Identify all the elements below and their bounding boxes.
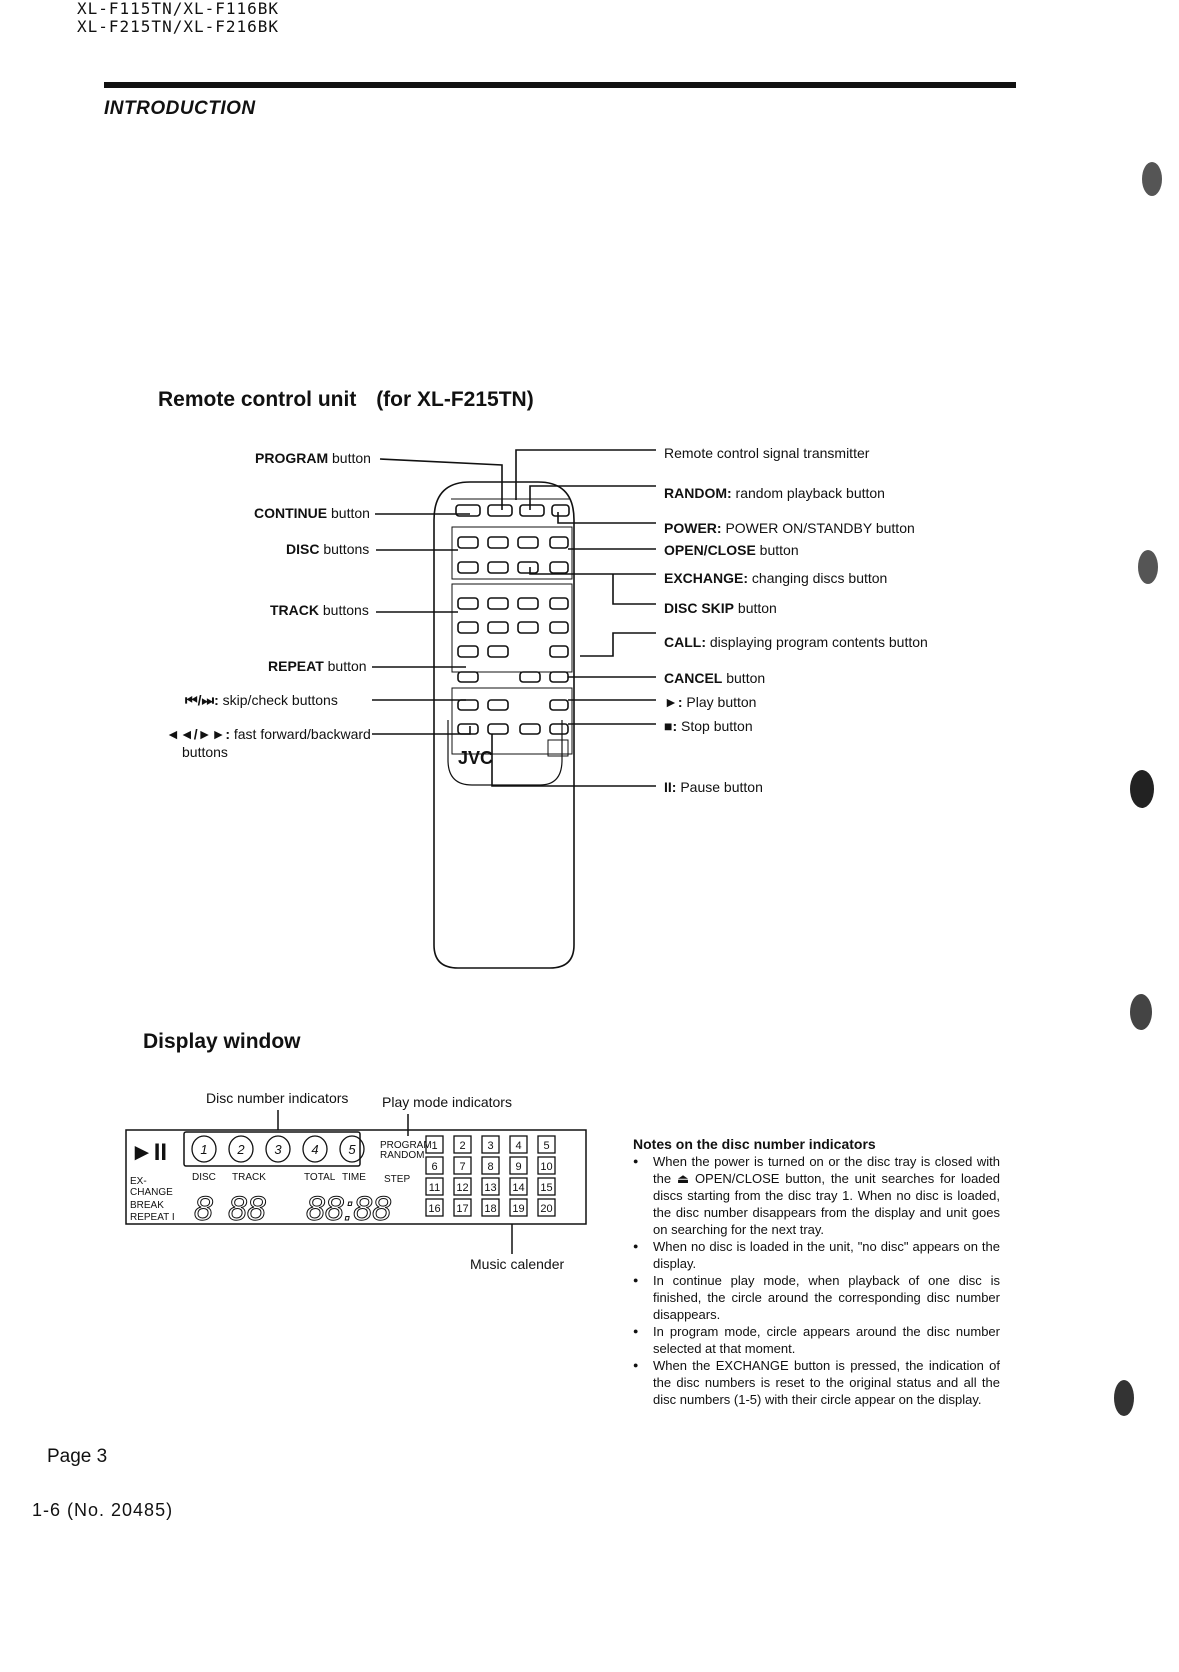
calendar-number: 18 [484,1203,497,1215]
calendar-number: 12 [456,1182,469,1194]
callout-disc-numbers: Disc number indicators [206,1090,349,1106]
label-skip-check: ⏮/⏭: skip/check buttons [185,692,338,708]
calendar-number: 13 [484,1182,497,1194]
binder-hole-mark [1130,994,1152,1030]
label-transmitter: Remote control signal transmitter [664,445,870,461]
label-random: RANDOM: random playback button [664,485,885,501]
calendar-number: 2 [459,1140,466,1152]
display-window-panel [120,1100,600,1260]
binder-hole-mark [1138,550,1158,584]
calendar-number: 9 [515,1161,522,1173]
label-repeat: REPEAT button [268,658,367,674]
disc-number-label: 2 [237,1142,245,1157]
disc-number-label: 1 [200,1142,208,1157]
note-item: ● When the power is turned on or the disc tray is closed with the ⏏ OPEN/CLOSE button, the unit searches for loaded discs starting from the disc tray 1. When no disc is loaded, the disc number disappears from the display and unit goes on searching for the next tray. [633,1153,1000,1238]
label-play: ►: Play button [664,694,757,710]
remote-body [434,482,574,968]
calendar-number: 6 [431,1161,438,1173]
calendar-number: 20 [540,1203,553,1215]
remote-title-model: (for XL-F215TN) [376,388,534,411]
page-number: Page 3 [47,1446,108,1467]
label-continue: CONTINUE button [254,505,370,521]
digits-disc: 8 [194,1190,213,1228]
label-disc-skip: DISC SKIP button [664,600,777,616]
calendar-number: 4 [515,1140,522,1152]
binder-hole-mark [1130,770,1154,808]
calendar-number: 17 [456,1203,469,1215]
calendar-number: 1 [431,1140,438,1152]
label-open-close: OPEN/CLOSE button [664,542,799,558]
label-exchange: EXCHANGE: changing discs button [664,570,888,586]
note-item: ● In continue play mode, when playback of one disc is finished, the circle around the corresponding disc number disappears. [633,1272,1000,1323]
side-label-change: CHANGE [130,1187,173,1198]
calendar-number: 5 [543,1140,550,1152]
calendar-number: 10 [540,1161,553,1173]
field-disc: DISC [192,1172,216,1183]
mode-random: RANDOM [380,1150,425,1161]
field-time: TIME [342,1172,366,1183]
label-fast-forward-line2: buttons [182,744,228,760]
digits-track: 88 [228,1190,266,1228]
calendar-number: 11 [428,1182,441,1194]
notes-title: Notes on the disc number indicators [633,1136,876,1152]
field-total: TOTAL [304,1172,336,1183]
calendar-number: 14 [512,1182,525,1194]
section-title: INTRODUCTION [104,98,256,119]
side-label-ex: EX- [130,1176,147,1187]
label-power: POWER: POWER ON/STANDBY button [664,520,915,536]
side-label-break: BREAK [130,1200,164,1211]
calendar-number: 19 [512,1203,525,1215]
notes-list [633,1153,1000,1408]
model-line-2: XL-F215TN/XL-F216BK [77,17,280,36]
note-item: ● In program mode, circle appears around the disc number selected at that moment. [633,1323,1000,1357]
calendar-number: 3 [487,1140,494,1152]
label-track: TRACK buttons [270,602,369,618]
play-pause-indicator: ►II [130,1139,168,1166]
label-call: CALL: displaying program contents button [664,634,928,650]
disc-number-label: 5 [348,1142,356,1157]
disc-number-label: 4 [311,1142,319,1157]
disc-number-label: 3 [274,1142,282,1157]
label-pause: II: Pause button [664,779,763,795]
note-item: ● When no disc is loaded in the unit, "no disc" appears on the display. [633,1238,1000,1272]
label-fast-forward: ◄◄/►►: fast forward/backward [166,726,371,742]
binder-hole-mark [1142,162,1162,196]
model-line-1: XL-F115TN/XL-F116BK [77,0,280,18]
label-stop: ■: Stop button [664,718,753,734]
mode-program: PROGRAM [380,1140,432,1151]
calendar-number: 8 [487,1161,494,1173]
remote-title-main: Remote control unit [158,388,357,411]
field-step: STEP [384,1174,411,1185]
binder-hole-mark [1114,1380,1134,1416]
label-cancel: CANCEL button [664,670,766,686]
digits-time: 88:88 [306,1190,392,1228]
document-number: 1-6 (No. 20485) [32,1500,174,1520]
display-title: Display window [143,1030,301,1053]
remote-brand-logo: JVC [458,748,494,768]
label-disc: DISC buttons [286,541,370,557]
callout-play-mode: Play mode indicators [382,1094,512,1110]
calendar-number: 16 [428,1203,441,1215]
label-program: PROGRAM button [255,450,371,466]
field-track: TRACK [232,1172,266,1183]
calendar-number: 7 [459,1161,466,1173]
notes-section [633,1136,1000,1408]
callout-music-calendar: Music calender [470,1256,565,1272]
note-item: ● When the EXCHANGE button is pressed, the indication of the disc numbers is reset to the original status and all the disc numbers (1-5) with their circle appear on the display. [633,1357,1000,1408]
calendar-number: 15 [540,1182,553,1194]
side-label-repeat: REPEAT I [130,1212,175,1223]
